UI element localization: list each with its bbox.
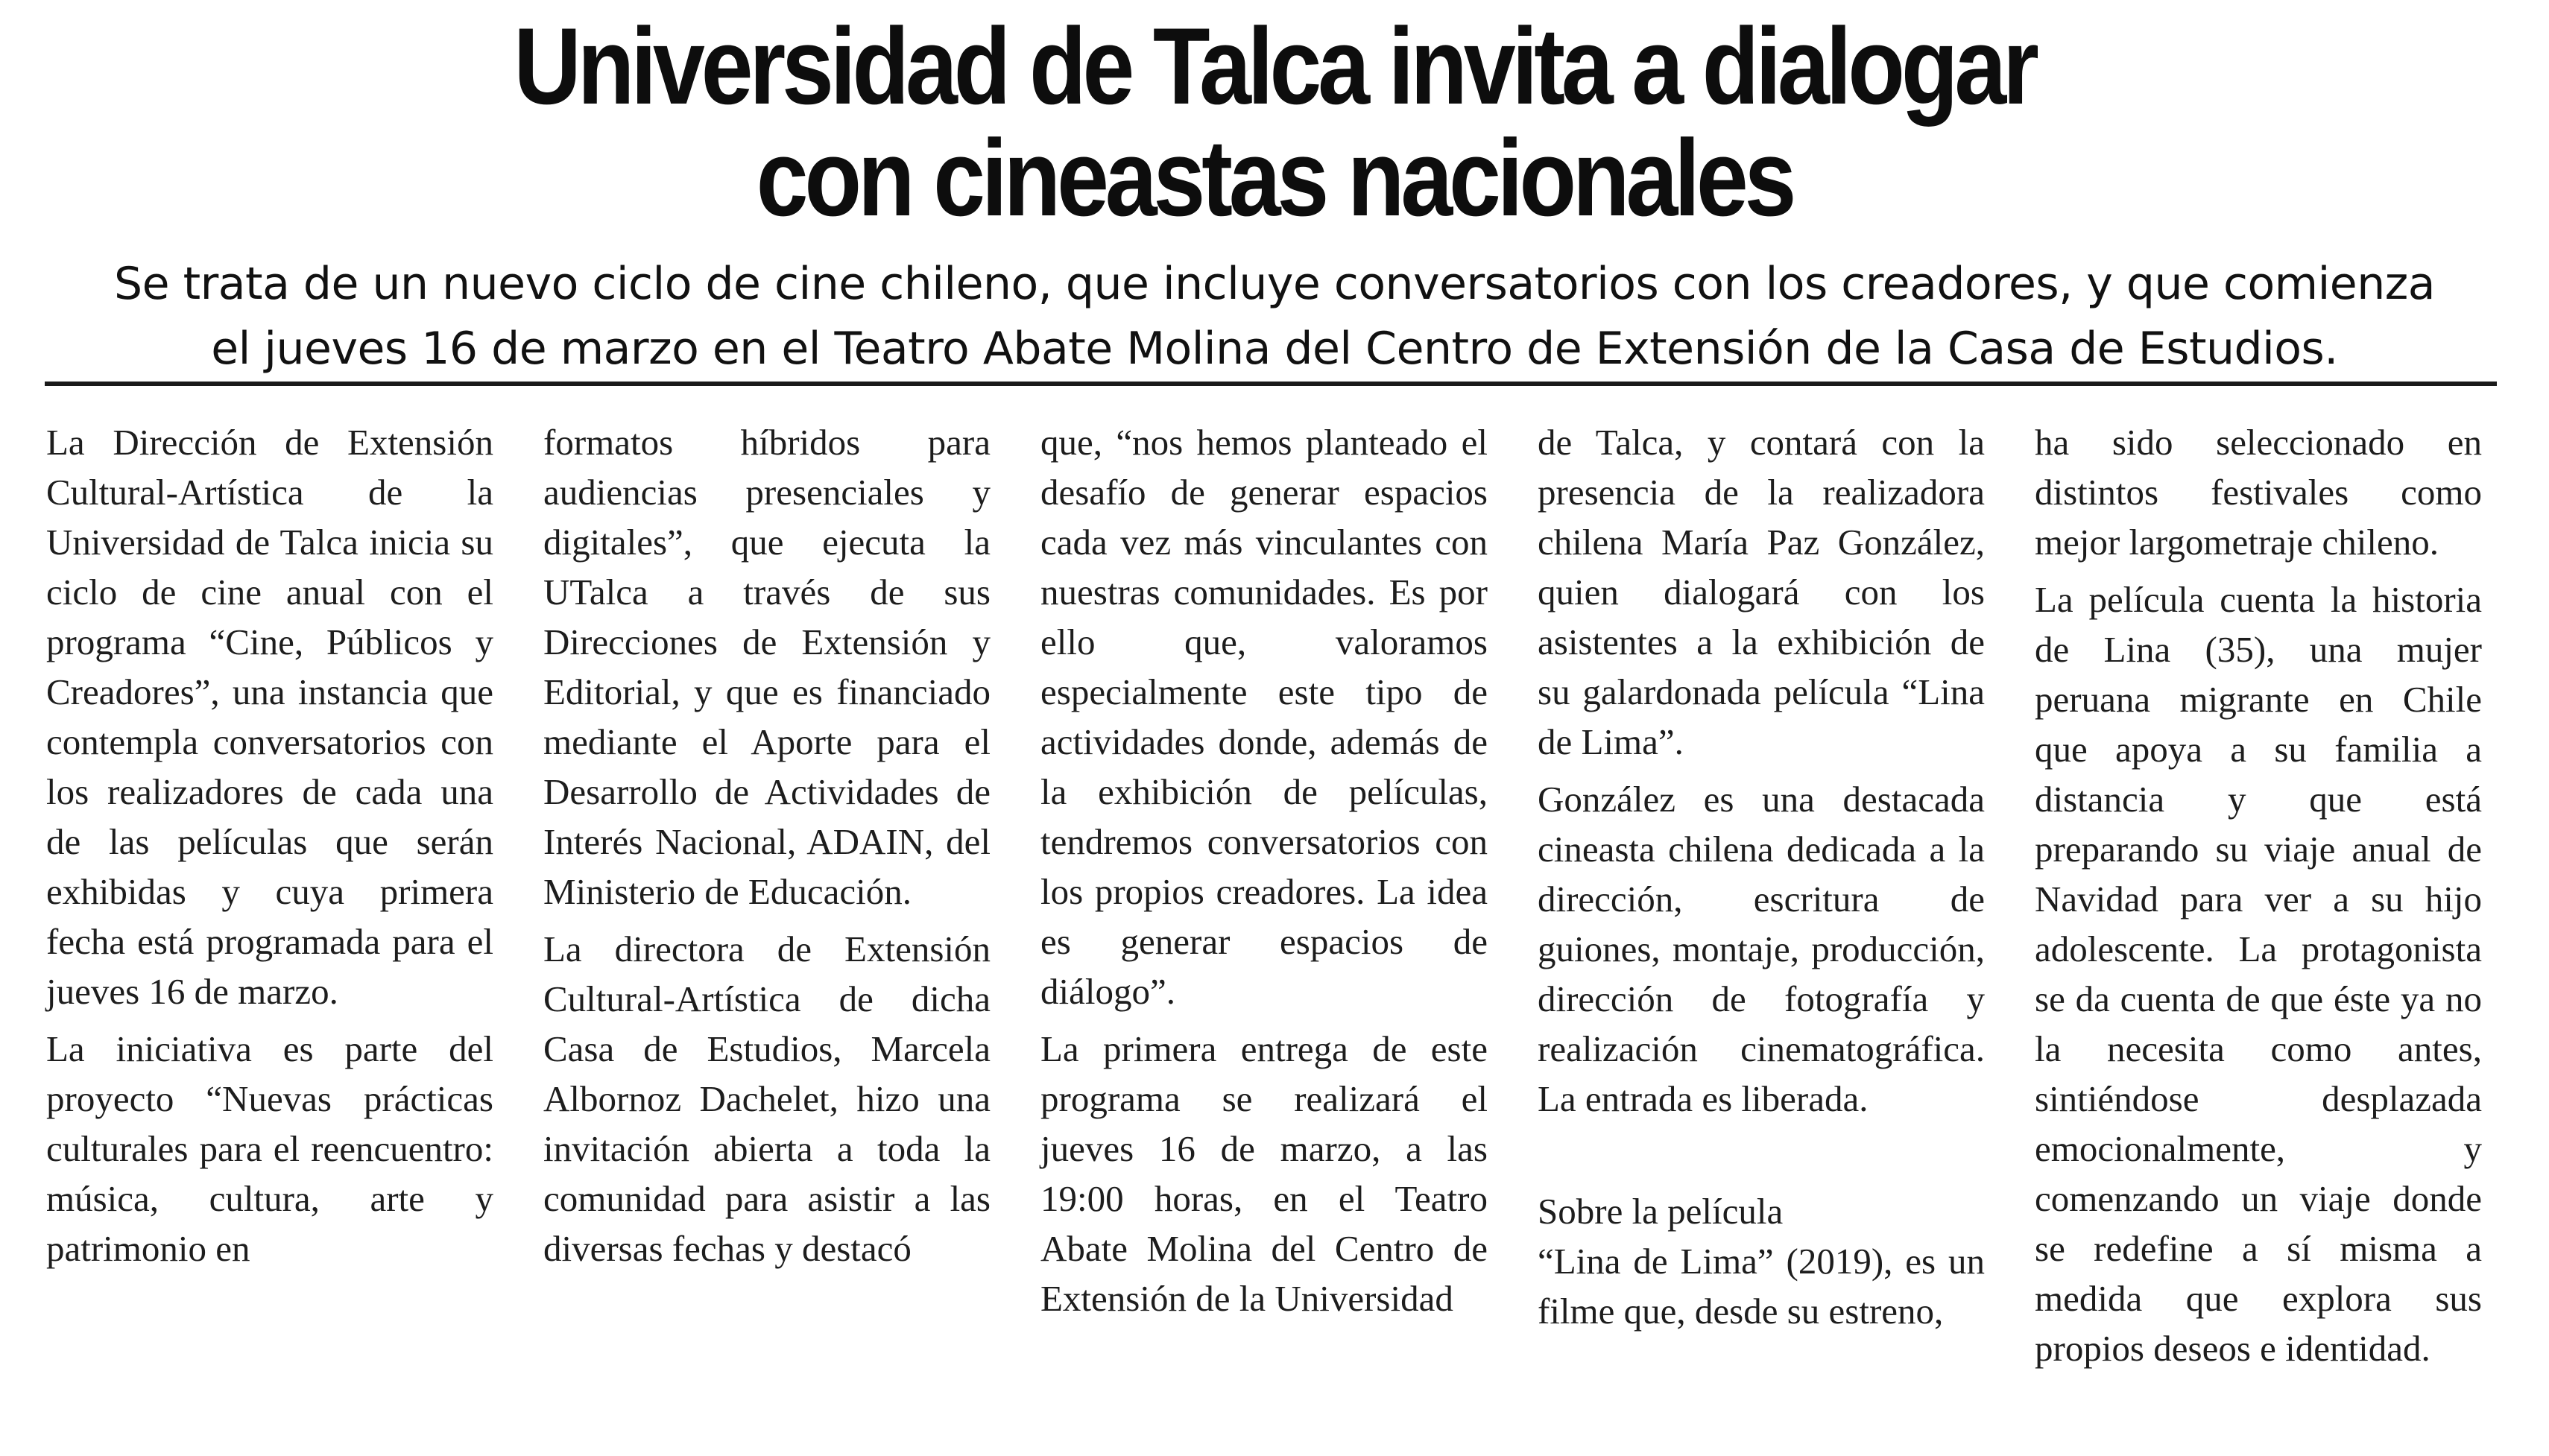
subhead-line-2: el jueves 16 de marzo en el Teatro Abate Molina del Centro de Extensión de la Casa de Estudios. [211,323,2338,375]
article-subheadline [45,252,2504,382]
column-5 [2035,417,2482,1381]
header-divider [45,382,2497,386]
paragraph: La película cuenta la historia de Lina (35), una mujer peruana migrante en Chile que apoya a su familia a distancia y que está preparando su viaje anual de Navidad para ver a su hijo adolescente. La protagonista se da cuenta de que éste ya no la necesita como antes, sintiéndose desplazada emocionalmente, y comenzando un viaje donde se redefine a sí misma a medida que explora sus propios deseos e identidad. [2035,579,2482,1369]
column-2 [543,417,991,1281]
paragraph: La iniciativa es parte del proyecto “Nuevas prácticas culturales para el reencuentro: música, cultura, arte y patrimonio en [46,1028,493,1269]
paragraph: formatos híbridos para audiencias presenciales y digitales”, que ejecuta la UTalca a través de sus Direcciones de Extensión y Editorial, y que es financiado mediante el Aporte para el Desarrollo de Actividades de Interés Nacional, ADAIN, del Ministerio de Educación. [543,422,991,912]
column-4 [1538,417,1985,1343]
paragraph: La primera entrega de este programa se realizará el jueves 16 de marzo, a las 19:00 horas, en el Teatro Abate Molina del Centro de Extensión de la Universidad [1040,1028,1488,1319]
section-heading: Sobre la película [1538,1191,1784,1232]
paragraph: La directora de Extensión Cultural-Artística de dicha Casa de Estudios, Marcela Albornoz Dachelet, hizo una invitación abierta a toda la comunidad para asistir a las diversas fechas y destacó [543,928,991,1269]
paragraph: González es una destacada cineasta chilena dedicada a la dirección, escritura de guiones, montaje, producción, dirección de fotografía y realización cinematográfica. La entrada es liberada. [1538,779,1985,1119]
headline-line-1: Universidad de Talca invita a dialogar [514,5,2035,127]
subhead-line-1: Se trata de un nuevo ciclo de cine chileno, que incluye conversatorios con los creadores, y que comienza [114,258,2435,310]
paragraph: ha sido seleccionado en distintos festivales como mejor largometraje chileno. [2035,422,2482,563]
paragraph: La Dirección de Extensión Cultural-Artística de la Universidad de Talca inicia su ciclo de cine anual con el programa “Cine, Públicos y Creadores”, una instancia que contempla conversatorios con los realizadores de cada una de las películas que serán exhibidas y cuya primera fecha está programada para el jueves 16 de marzo. [46,422,493,1012]
headline-line-2: con cineastas nacionales [756,117,1793,238]
paragraph: que, “nos hemos planteado el desafío de generar espacios cada vez más vinculantes con nuestras comunidades. Es por ello que, valoramos especialmente este tipo de actividades donde, además de la exhibición de películas, tendremos conversatorios con los propios creadores. La idea es generar espacios de diálogo”. [1040,422,1488,1012]
paragraph: de Talca, y contará con la presencia de la realizadora chilena María Paz González, quien dialogará con los asistentes a la exhibición de su galardonada película “Lina de Lima”. [1538,422,1985,762]
paragraph: “Lina de Lima” (2019), es un filme que, desde su estreno, [1538,1241,1985,1332]
column-3 [1040,417,1488,1331]
article-headline [178,5,2370,238]
column-1 [46,417,493,1281]
